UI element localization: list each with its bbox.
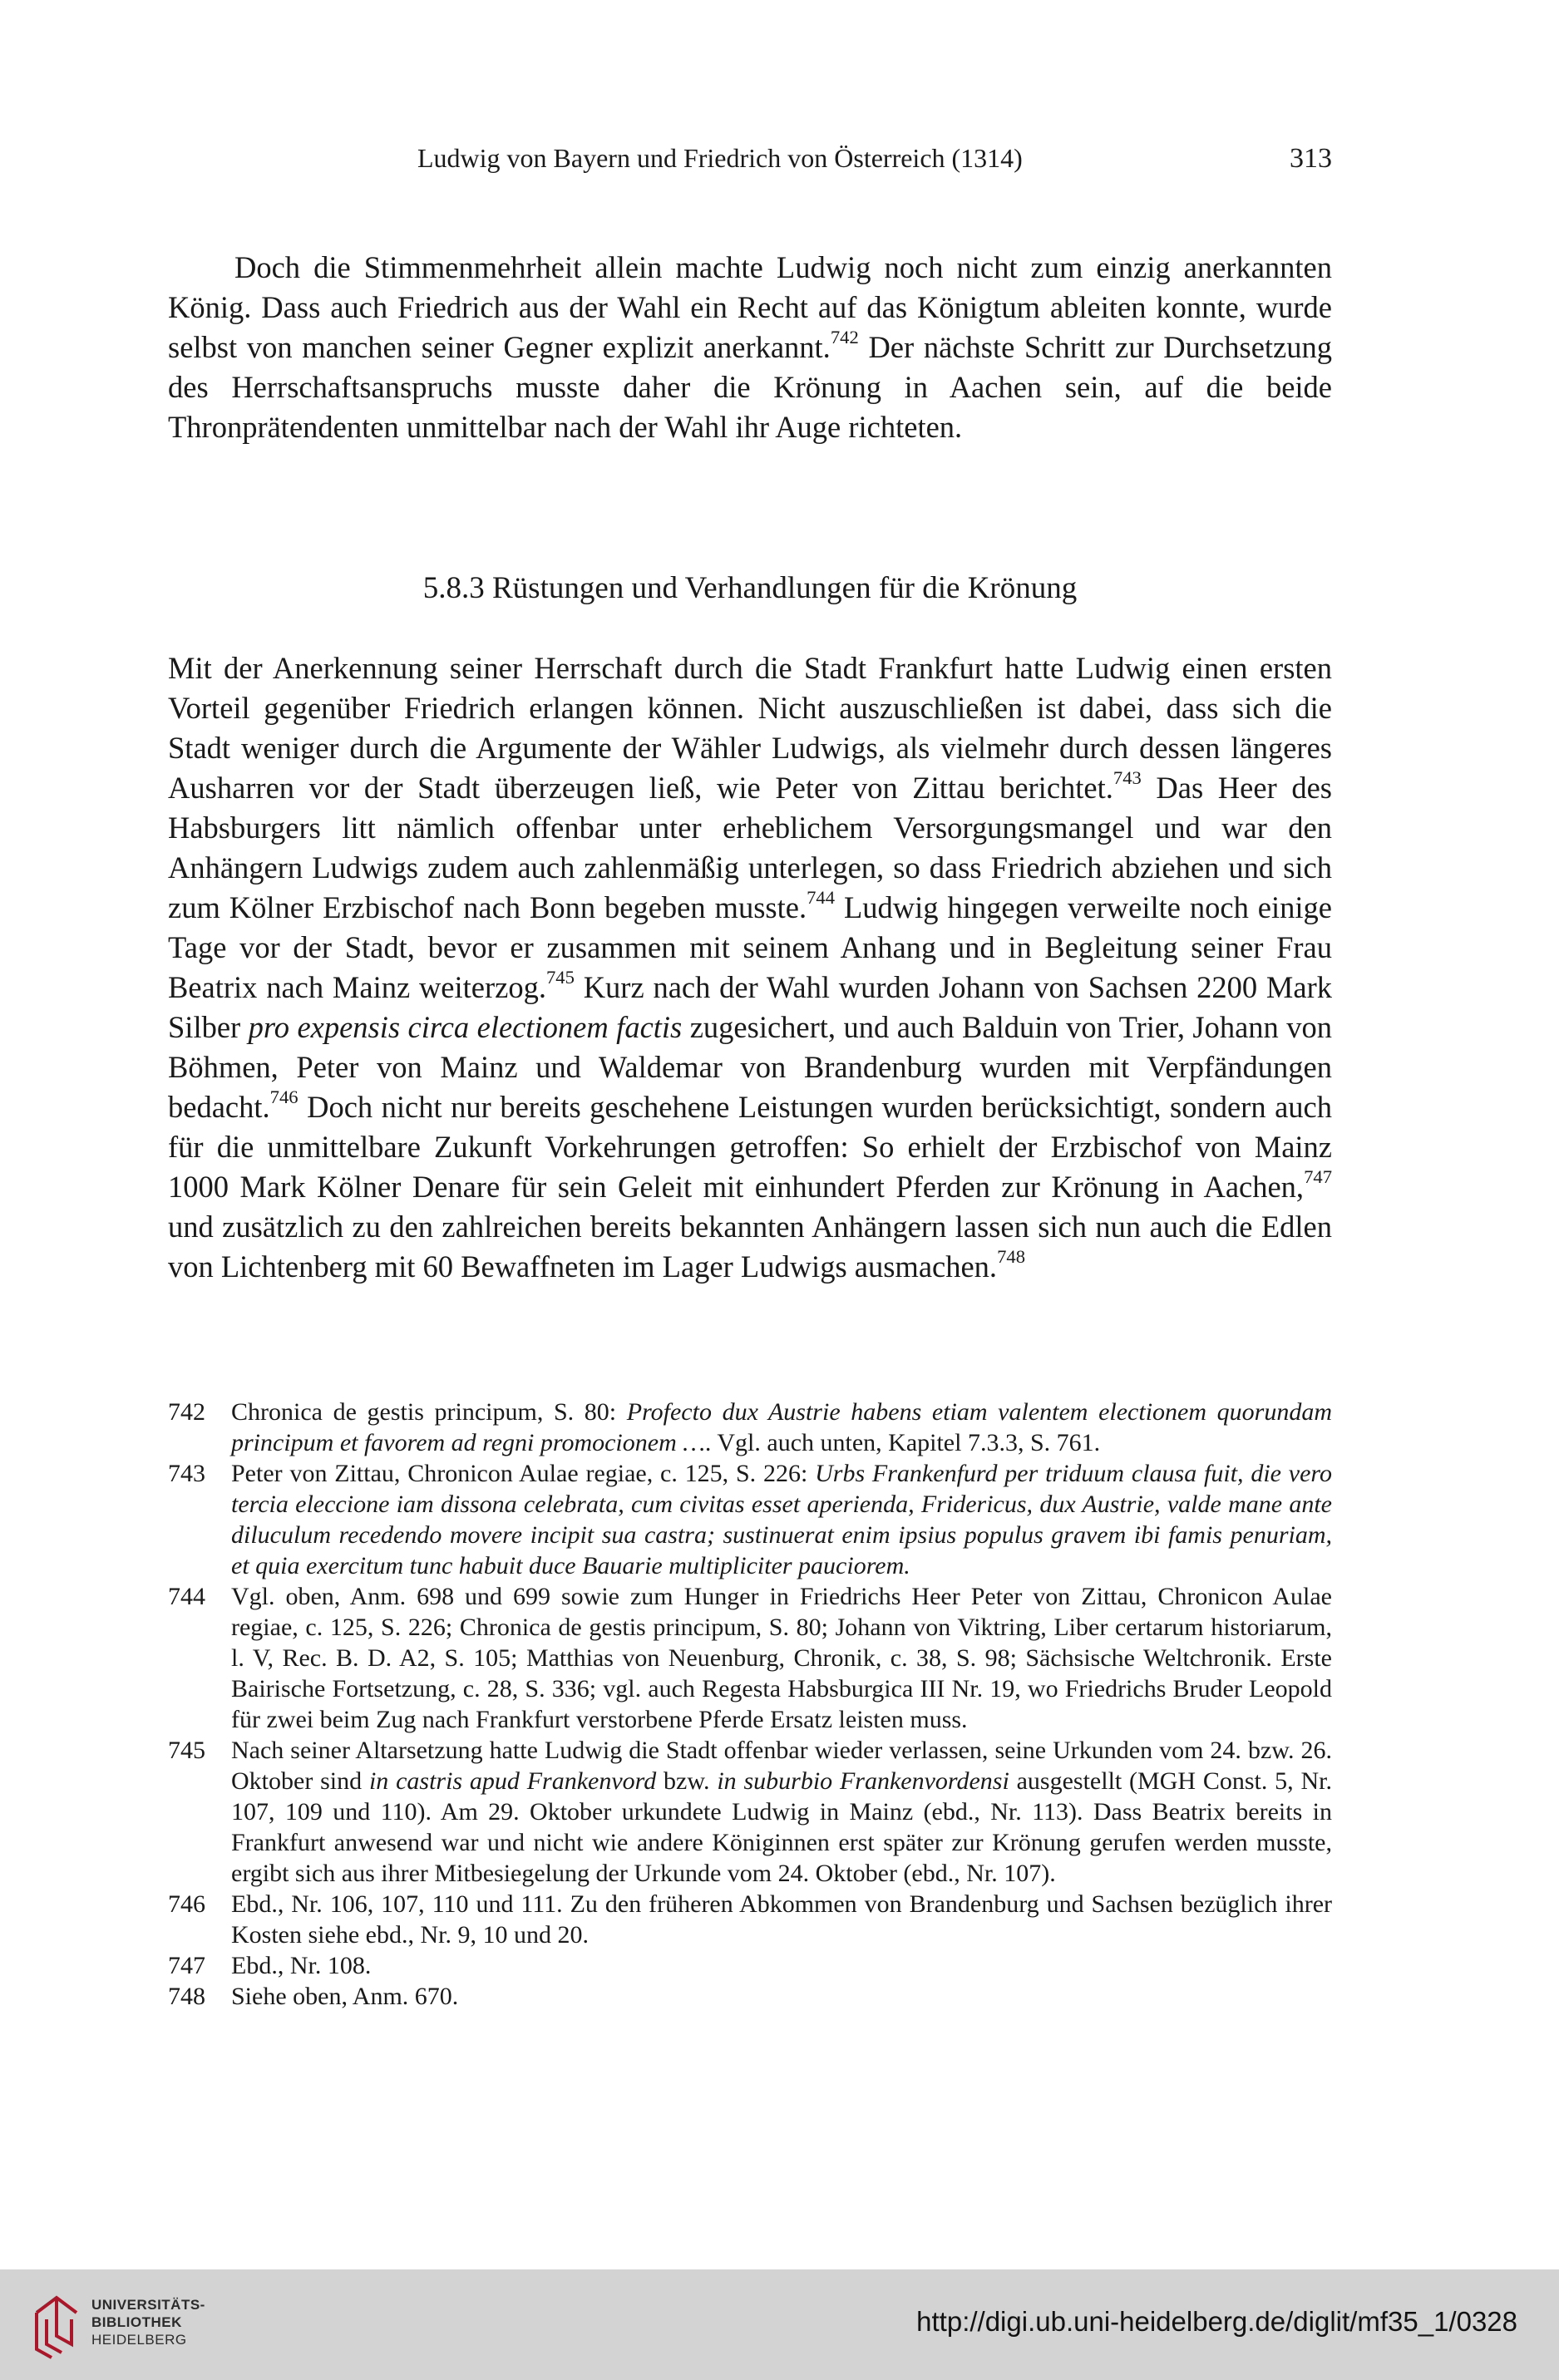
text-run: und zusätzlich zu den zahlreichen bereits bekannten Anhängern lassen sich nun auch die Edlen von Lichtenberg mit 60 Bewaffneten im Lager Ludwigs ausmachen. <box>168 1210 1332 1284</box>
footnote-ref-744[interactable]: 744 <box>807 887 836 909</box>
ub-heidelberg-logo-icon[interactable] <box>28 2291 88 2361</box>
page-number: 313 <box>1290 143 1332 174</box>
footnote-number: 748 <box>168 1983 205 2010</box>
library-name-line: HEIDELBERG <box>91 2332 187 2348</box>
footnote-text: Ebd., Nr. 108. <box>231 1952 372 1979</box>
footnote-number: 745 <box>168 1737 205 1764</box>
page-header <box>168 143 1332 185</box>
footnote-text: . Vgl. auch unten, Kapitel 7.3.3, S. 761. <box>704 1429 1101 1456</box>
latin-quote: pro expensis circa electionem factis <box>248 1010 683 1044</box>
footnote-number: 742 <box>168 1398 205 1426</box>
text-run: Kurz nach der Wahl wurden Johann von Sachsen 2200 Mark Silber <box>168 970 1332 1044</box>
section-heading: 5.8.3 Rüstungen und Verhandlungen für die Krönung <box>422 571 1078 605</box>
footnote-ref-743[interactable]: 743 <box>1113 767 1142 789</box>
footnote-quote: in suburbio Frankenvordensi <box>717 1767 1009 1795</box>
footnote-quote: in castris apud Frankenvord <box>368 1767 657 1795</box>
permalink-url[interactable]: http://digi.ub.uni-heidelberg.de/diglit/mf35_1/0328 <box>916 2306 1517 2337</box>
footnote-ref-742[interactable]: 742 <box>830 327 859 348</box>
footnote-ref-748[interactable]: 748 <box>997 1246 1025 1268</box>
footnote-quote: Urbs Frankenfurd per triduum clausa fuit, die vero tercia eleccione iam dissona celebrata, cum civitas esset aperienda, Fridericus, dux Austrie, valde mane ante diluculum recedendo movere incipit sua castra; sustinuerat enim ipsius populus gravem ibi famis penuriam, et quia exercitum tunc habuit duce Bauarie multipliciter pauciorem. <box>231 1460 1332 1579</box>
footnote-text: bzw. <box>656 1767 718 1795</box>
body-paragraph-2 <box>168 648 1332 1287</box>
footnote-text: Peter von Zittau, Chronicon Aulae regiae, c. 125, S. 226: <box>231 1460 816 1487</box>
footnote-text: Vgl. oben, Anm. 698 und 699 sowie zum Hunger in Friedrichs Heer Peter von Zittau, Chronicon Aulae regiae, c. 125, S. 226; Chronica de gestis principum, S. 80; Johann von Viktring, Liber certarum historiarum, l. V, Rec. B. D. A2, S. 105; Matthias von Neuenburg, Chronik, c. 38, S. 98; Sächsische Weltchronik. Erste Bairische Fortsetzung, c. 28, S. 336; vgl. auch Regesta Habsburgica III Nr. 19, wo Friedrichs Bruder Leopold für zwei beim Zug nach Frankfurt verstorbene Pferde Ersatz leisten muss. <box>231 1583 1332 1733</box>
footnote-747 <box>168 1950 1332 1981</box>
paragraph <box>168 648 1332 1287</box>
paragraph <box>168 248 1332 447</box>
running-title: Ludwig von Bayern und Friedrich von Österreich (1314) <box>417 143 1023 173</box>
footnote-ref-747[interactable]: 747 <box>1304 1166 1332 1188</box>
footnote-742 <box>168 1397 1332 1458</box>
library-name-line: BIBLIOTHEK <box>91 2314 182 2330</box>
footnote-number: 744 <box>168 1583 205 1610</box>
text-run: Doch nicht nur bereits geschehene Leistungen wurden berücksichtigt, sondern auch für die unmittelbare Zukunft Vorkehrungen getroffen: So erhielt der Erzbischof von Mainz 1000 Mark Kölner Denare für sein Geleit mit einhundert Pferden zur Krönung in Aachen, <box>168 1090 1332 1204</box>
footnote-748 <box>168 1981 1332 2012</box>
body-paragraph-1 <box>168 248 1332 447</box>
footnotes <box>168 1397 1332 2012</box>
text-run: Mit der Anerkennung seiner Herrschaft durch die Stadt Frankfurt hatte Ludwig einen ersten Vorteil gegenüber Friedrich erlangen können. Nicht auszuschließen ist dabei, dass sich die Stadt weniger durch die Argumente der Wähler Ludwigs, als vielmehr durch dessen längeres Ausharren vor der Stadt überzeugen ließ, wie Peter von Zittau berichtet. <box>168 651 1332 805</box>
library-name <box>91 2296 205 2348</box>
footnote-text: Nach seiner Altarsetzung hatte Ludwig die Stadt offenbar wieder verlassen, seine Urkunden vom 24. bzw. 26. Oktober sind <box>231 1737 1332 1795</box>
footnote-number: 743 <box>168 1460 205 1487</box>
text-run: Ludwig hingegen verweilte noch einige Tage vor der Stadt, bevor er zusammen mit seinem Anhang und in Begleitung seiner Frau Beatrix nach Mainz weiterzog. <box>168 890 1332 1004</box>
text-run: zugesichert, und auch Balduin von Trier, Johann von Böhmen, Peter von Mainz und Waldemar von Brandenburg wurden mit Verpfändungen bedacht. <box>168 1010 1332 1124</box>
footnote-text: Siehe oben, Anm. 670. <box>231 1983 459 2010</box>
footnote-text: Ebd., Nr. 106, 107, 110 und 111. Zu den früheren Abkommen von Brandenburg und Sachsen bezüglich ihrer Kosten siehe ebd., Nr. 9, 10 und 20. <box>231 1890 1332 1949</box>
library-name-line: UNIVERSITÄTS- <box>91 2297 205 2313</box>
footnote-745 <box>168 1735 1332 1889</box>
viewer-footer-bar <box>0 2269 1559 2380</box>
footnote-number: 747 <box>168 1952 205 1979</box>
footnote-number: 746 <box>168 1890 205 1918</box>
footnote-text: ausgestellt (MGH Const. 5, Nr. 107, 109 und 110). Am 29. Oktober urkundete Ludwig in Mainz (ebd., Nr. 113). Dass Beatrix bereits in Frankfurt anwesend war und nicht wie andere Königinnen erst später zur Krönung gerufen werden musste, ergibt sich aus ihrer Mitbesiegelung der Urkunde vom 24. Oktober (ebd., Nr. 107). <box>231 1767 1332 1887</box>
footnote-ref-746[interactable]: 746 <box>269 1087 298 1108</box>
text-run: Das Heer des Habsburgers litt nämlich offenbar unter erheblichem Versorgungsmangel und war den Anhängern Ludwigs zudem auch zahlenmäßig unterlegen, so dass Friedrich abziehen und sich zum Kölner Erzbischof nach Bonn begeben musste. <box>168 771 1332 924</box>
footnote-ref-745[interactable]: 745 <box>545 967 575 988</box>
footnote-746 <box>168 1889 1332 1950</box>
footnote-quote: Profecto dux Austrie habens etiam valentem electionem quorundam principum et favorem ad regni promocionem … <box>231 1398 1332 1456</box>
footnote-text: Chronica de gestis principum, S. 80: <box>231 1398 627 1426</box>
footnote-744 <box>168 1581 1332 1735</box>
footnote-743 <box>168 1458 1332 1581</box>
text-run: Doch die Stimmenmehrheit allein machte Ludwig noch nicht zum einzig anerkannten König. Dass auch Friedrich aus der Wahl ein Recht auf das Königtum ableiten konnte, wurde selbst von manchen seiner Gegner explizit anerkannt. <box>168 250 1332 364</box>
text-run: Der nächste Schritt zur Durchsetzung des Herrschaftsanspruchs musste daher die Krönung in Aachen sein, auf die beide Thronprätendenten unmittelbar nach der Wahl ihr Auge richteten. <box>168 330 1332 444</box>
